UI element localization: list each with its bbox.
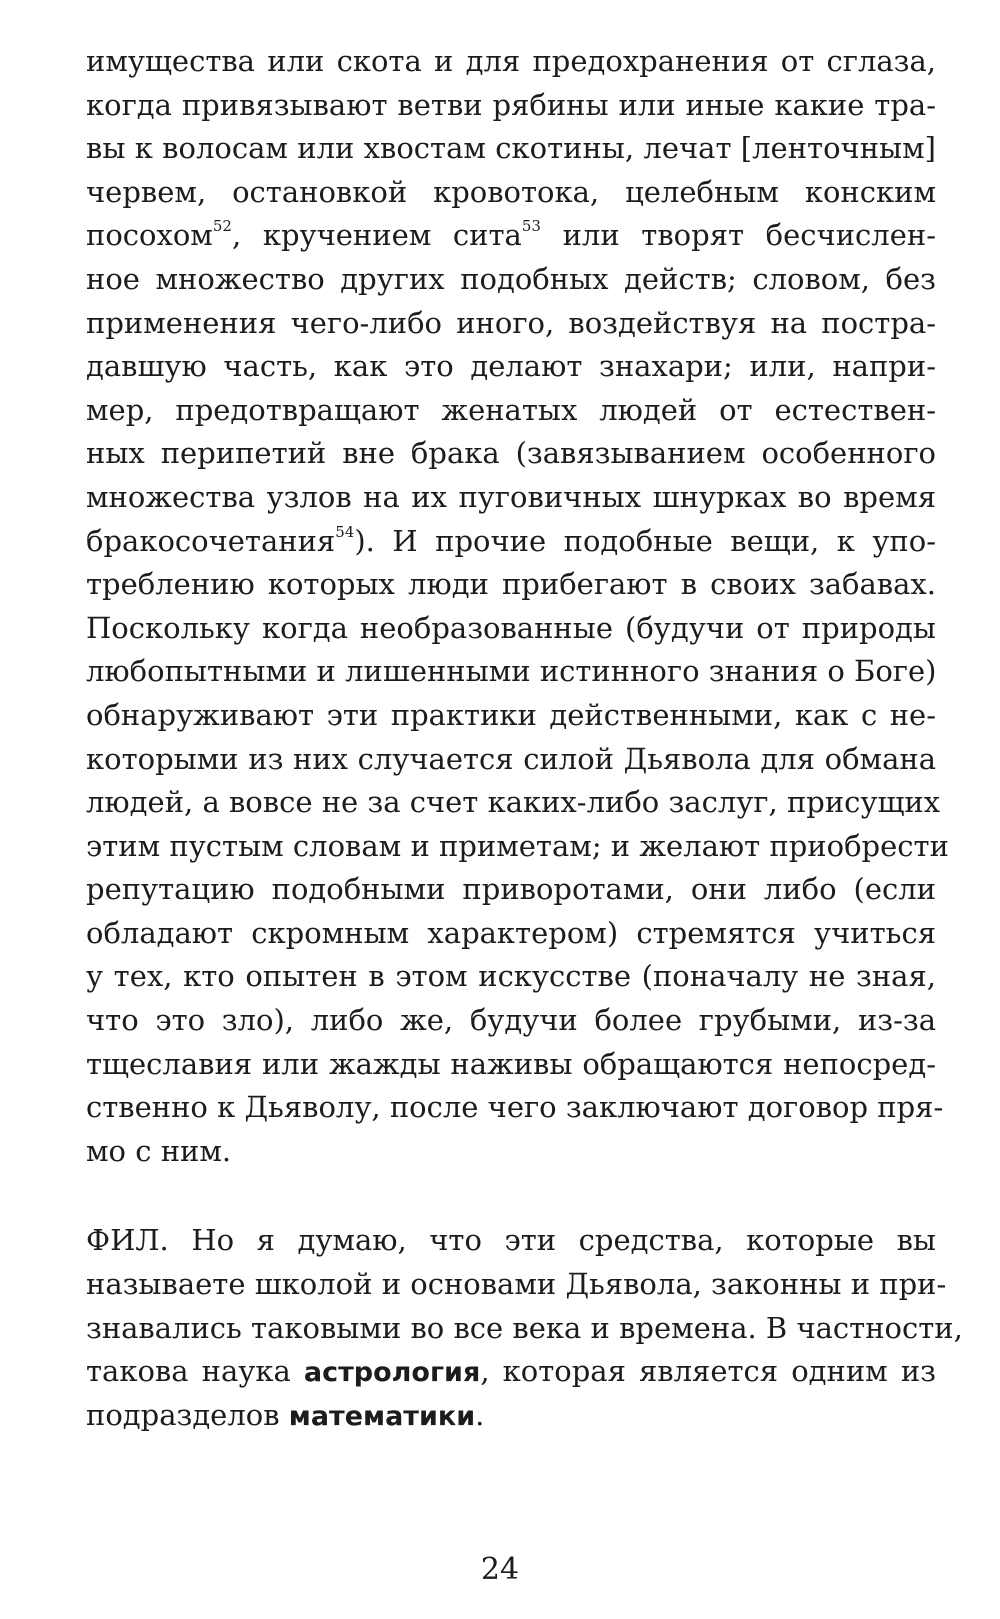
footnote-ref-54[interactable]: 54 <box>335 522 355 541</box>
text-line: репутацию подобными приворотами, они либо (если <box>86 872 936 907</box>
text-line: у тех, кто опытен в этом искусстве (поначалу не зная, <box>86 959 936 994</box>
text-segment: или творят бесчислен- <box>540 218 936 253</box>
page-number: 24 <box>480 1552 520 1587</box>
text-line: мо с ним. <box>86 1133 232 1168</box>
text-line: тщеславия или жажды наживы обращаются непосред- <box>86 1046 936 1081</box>
term-mathematics: математики <box>288 1400 476 1432</box>
text-line: червем, остановкой кровотока, целебным конским <box>86 174 936 209</box>
text-line: давшую часть, как это делают знахари; или, напри- <box>86 349 936 384</box>
text-segment: ). И прочие подобные вещи, к упо- <box>354 523 936 558</box>
text-segment: подразделов <box>86 1397 289 1432</box>
text-line: треблению которых люди прибегают в своих забавах. <box>86 567 936 602</box>
text-segment: . <box>475 1397 485 1432</box>
paragraph-1 <box>86 40 949 1173</box>
text-line: называете школой и основами Дьявола, законны и при- <box>86 1267 947 1302</box>
text-line <box>86 1350 936 1394</box>
text-segment: посохом <box>86 218 213 253</box>
text-line: что это зло), либо же, будучи более грубыми, из-за <box>86 1003 936 1038</box>
text-segment: , кручением сита <box>231 218 522 253</box>
text-line: ственно к Дьяволу, после чего заключают договор пря- <box>86 1090 944 1125</box>
text-line: имущества или скота и для предохранения от сглаза, <box>86 44 936 78</box>
text-segment: бракосочетания <box>86 523 336 558</box>
text-line: ных перипетий вне брака (завязыванием особенного <box>86 436 936 471</box>
text-line <box>86 520 936 564</box>
paragraph-2 <box>86 1219 963 1437</box>
text-line: множества узлов на их пуговичных шнурках во время <box>86 479 936 514</box>
text-line: когда привязывают ветви рябины или иные какие тра- <box>86 87 936 122</box>
text-line: знавались таковыми во все века и времена. В частности, <box>86 1310 963 1345</box>
text-line: Поскольку когда необразованные (будучи от природы <box>86 610 936 645</box>
text-line: этим пустым словам и приметам; и желают приобрести <box>86 828 949 863</box>
text-segment: , которая является одним из <box>480 1354 936 1389</box>
text-line: ное множество других подобных действ; словом, без <box>86 261 936 296</box>
text-line: вы к волосам или хвостам скотины, лечат [ленточным] <box>86 131 936 166</box>
text-line <box>86 214 936 258</box>
term-astrology: астрология <box>303 1357 481 1389</box>
page-body <box>86 40 963 1437</box>
text-line: мер, предотвращают женатых людей от естествен- <box>86 392 936 427</box>
text-segment: такова наука <box>86 1354 304 1389</box>
text-line: любопытными и лишенными истинного знания о Боге) <box>86 654 937 689</box>
text-line: которыми из них случается силой Дьявола для обмана <box>86 741 936 776</box>
footnote-ref-52[interactable]: 52 <box>212 217 232 236</box>
text-line: применения чего-либо иного, воздействуя на постра- <box>86 305 936 340</box>
footnote-ref-53[interactable]: 53 <box>521 217 541 236</box>
text-line: людей, а вовсе не за счет каких-либо заслуг, присущих <box>86 785 941 820</box>
text-line: ФИЛ. Но я думаю, что эти средства, которые вы <box>86 1223 936 1258</box>
text-line: обнаруживают эти практики действенными, как с не- <box>86 697 936 732</box>
text-line: обладают скромным характером) стремятся учиться <box>86 915 936 950</box>
text-line <box>86 1394 936 1438</box>
